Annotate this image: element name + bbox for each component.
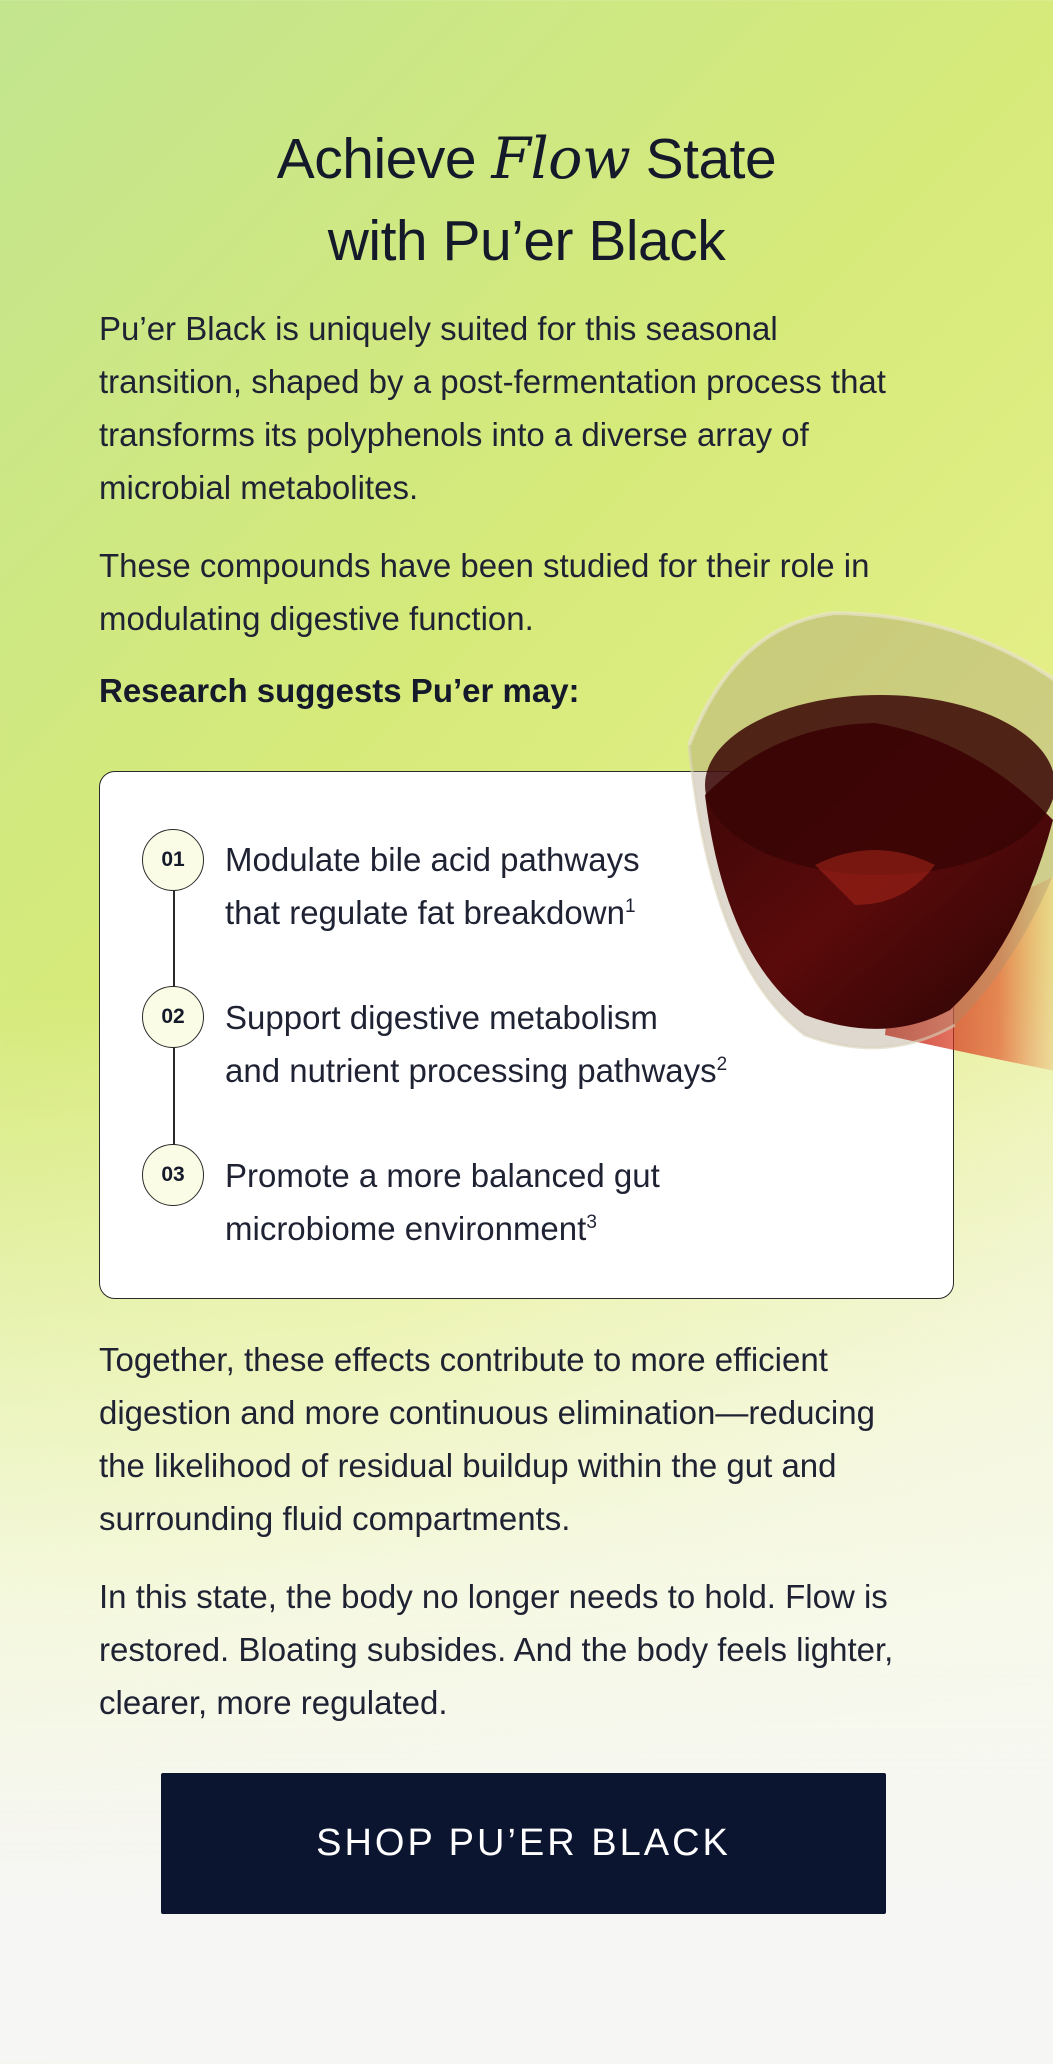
step-badge-01: 01 — [142, 829, 204, 891]
intro-paragraph: Pu’er Black is uniquely suited for this seasonal transition, shaped by a post-fermentation process that transforms its polyphenols into a diverse array of microbial metabolites. — [99, 310, 886, 506]
shop-puer-black-button[interactable]: SHOP PU’ER BLACK — [161, 1773, 886, 1914]
step-badge-03: 03 — [142, 1144, 204, 1206]
title-line-2: with Pu’er Black — [327, 209, 726, 273]
closing-paragraph-1: Together, these effects contribute to more efficient digestion and more continuous elimination—reducing the likelihood of residual buildup within the gut and surrounding fluid compartments. — [99, 1341, 875, 1537]
step-badge-02: 02 — [142, 986, 204, 1048]
step-text-02: Support digestive metabolism and nutrient processing pathways$^2$ — [225, 999, 728, 1089]
research-lead: Research suggests Pu’er may: — [99, 672, 580, 709]
compounds-paragraph: These compounds have been studied for their role in modulating digestive function. — [99, 547, 870, 637]
title-line-1: Achieve Flow State — [276, 126, 777, 192]
footnote-ref-3: 3 — [586, 1212, 597, 1233]
closing-paragraph-2: In this state, the body no longer needs to hold. Flow is restored. Bloating subsides. And the body feels lighter, clearer, more regulated. — [99, 1578, 894, 1721]
tea-glass-icon — [675, 605, 1053, 1105]
footnote-ref-1: 1 — [624, 896, 636, 917]
footnote-ref-2: 2 — [716, 1054, 728, 1075]
page-title — [0, 118, 1053, 282]
step-text-01: Modulate bile acid pathways that regulate fat breakdown$^1$ — [225, 841, 640, 931]
title-italic-word: Flow — [491, 126, 631, 192]
step-text-03: Promote a more balanced gut microbiome environment$^3$ — [225, 1157, 660, 1247]
